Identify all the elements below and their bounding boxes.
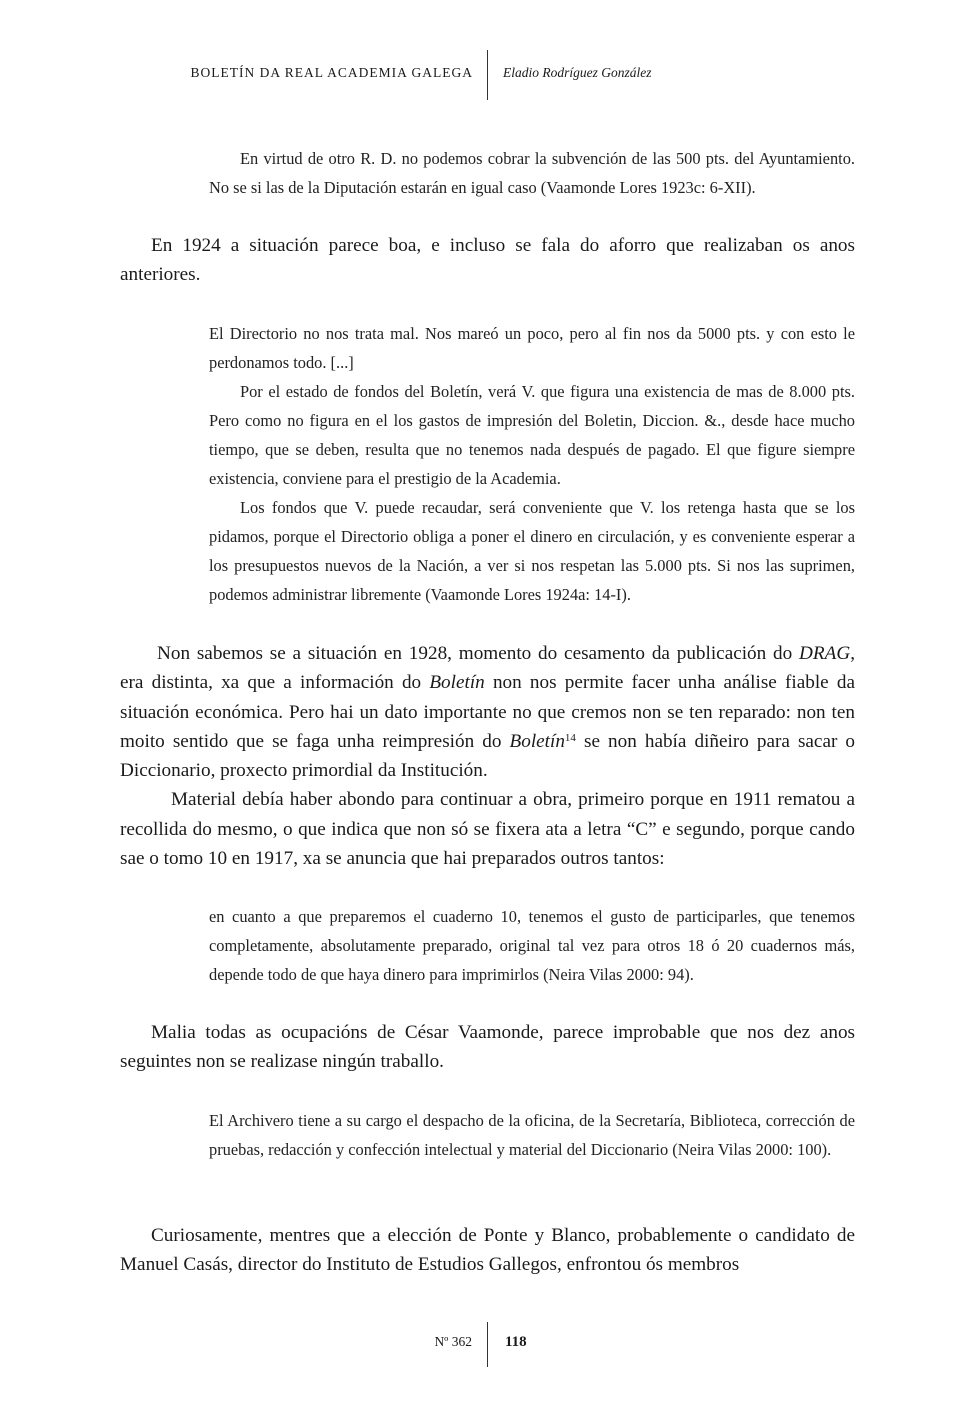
footnote-reference[interactable]: 14 — [564, 731, 576, 744]
journal-title: BOLETÍN DA REAL ACADEMIA GALEGA — [190, 65, 473, 80]
body-paragraph: En 1924 a situación parece boa, e incluso se fala do aforro que realizaban os anos anteriores. — [120, 235, 855, 286]
quote-paragraph: En virtud de otro R. D. no podemos cobrar la subvención de las 500 pts. del Ayuntamiento. No se si las de la Diputación estarán en igual caso (Vaamonde Lores 1923c: 6-XII). — [209, 149, 855, 197]
footer-divider — [487, 1322, 488, 1367]
issue-number: Nº 362 — [434, 1334, 472, 1349]
quote-paragraph: Por el estado de fondos del Boletín, verá V. que figura una existencia de mas de 8.000 pts. Pero como no figura en el los gastos de impresión del Boletin, Diccion. &., desde hace mucho tiempo, que se deben, resulta que no tenemos nada después de pagado. El que figure siempre existencia, conviene para el prestigio de la Academia. — [209, 382, 855, 488]
quote-paragraph: Los fondos que V. puede recaudar, será conveniente que V. los retenga hasta que se los pidamos, porque el Directorio obliga a poner el dinero en circulación, y es conveniente esperar a los presupuestos nuevos de la Nación, a ver si nos respetan las 5.000 pts. Si nos las suprimen, podemos administrar libremente (Vaamonde Lores 1924a: 14-I). — [209, 498, 855, 604]
quote-directorio — [209, 319, 855, 609]
quote-subvencion — [209, 144, 855, 202]
quote-cuaderno — [209, 902, 855, 989]
italic-title: Boletín — [509, 730, 565, 752]
paragraph-ocupacions — [120, 1018, 855, 1077]
paragraph-1928 — [120, 639, 855, 873]
paragraph-1924 — [120, 231, 855, 290]
quote-archivero — [209, 1106, 855, 1164]
page-footer — [0, 1322, 975, 1370]
header-divider — [487, 50, 488, 100]
body-paragraph: Malia todas as ocupacións de César Vaamonde, parece improbable que nos dez anos seguintes non se realizase ningún traballo. — [120, 1022, 855, 1073]
italic-title: Boletín — [429, 672, 485, 694]
quote-paragraph: El Archivero tiene a su cargo el despacho de la oficina, de la Secretaría, Biblioteca, corrección de pruebas, redacción y confección intelectual y material del Diccionario (Neira Vilas 2000: 100). — [209, 1111, 855, 1159]
page-header — [0, 50, 975, 100]
body-paragraph: Material debía haber abondo para continuar a obra, primeiro porque en 1911 rematou a recollida do mesmo, o que indica que non só se fixera ata a letra “C” e segundo, porque cando sae o tomo 10 en 1917, xa se anuncia que hai preparados outros tantos: — [120, 789, 855, 870]
body-paragraph: Non sabemos se a situación en 1928, momento do cesamento da publicación do DRAG, era distinta, xa que a información do Boletín non nos permite facer unha análise fiable da situación económica. Pero hai un dato importante no que cremos non se ten reparado: non ten moito sentido que se faga unha reimpresión do Boletín$^{14}$ se non había diñeiro para sacar o Diccionario, proxecto primordial da Institución. — [120, 643, 855, 782]
italic-title: DRAG — [799, 643, 851, 664]
page-number: 118 — [505, 1334, 527, 1350]
paragraph-curiosamente — [120, 1221, 855, 1280]
quote-paragraph: en cuanto a que preparemos el cuaderno 10, tenemos el gusto de participarles, que tenemos completamente, absolutamente preparado, original tal vez para otros 18 ó 20 cuadernos más, depende todo de que haya dinero para imprimirlos (Neira Vilas 2000: 94). — [209, 907, 855, 984]
article-author: Eladio Rodríguez González — [503, 65, 652, 80]
quote-paragraph: El Directorio no nos trata mal. Nos mareó un poco, pero al fin nos da 5000 pts. y con esto le perdonamos todo. [...] — [209, 324, 855, 372]
body-paragraph: Curiosamente, mentres que a elección de Ponte y Blanco, probablemente o candidato de Manuel Casás, director do Instituto de Estudios Gallegos, enfrontou ós membros — [120, 1225, 855, 1276]
